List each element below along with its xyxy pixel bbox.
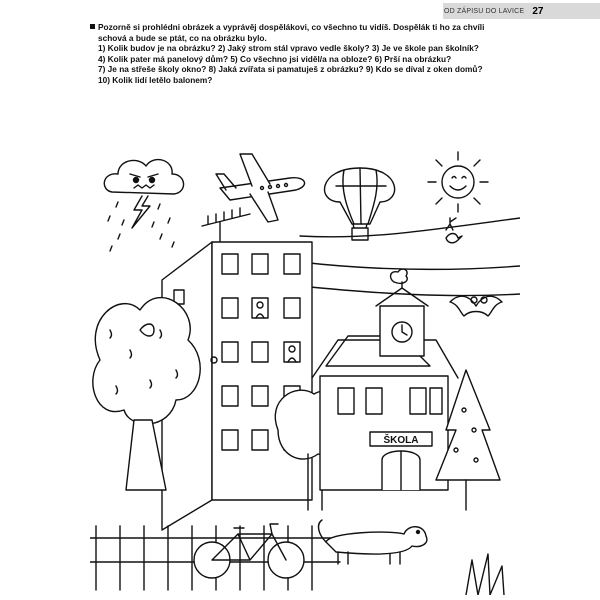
- bird-icon: [446, 234, 462, 243]
- section-label: OD ZÁPISU DO LAVICE: [444, 7, 525, 15]
- power-lines: [300, 218, 520, 296]
- antenna-icon: [202, 208, 250, 242]
- grass-tuft: [466, 554, 504, 595]
- question-line: 10) Kolik lidí letělo balonem?: [98, 74, 213, 85]
- school-sign: ŠKOLA: [383, 435, 419, 446]
- instruction-line: schová a bude se ptát, co na obrázku bylo.: [98, 32, 267, 43]
- coloring-illustration: [90, 130, 520, 595]
- bullet-square-icon: [90, 24, 95, 29]
- dog-icon: [319, 520, 427, 564]
- question-line: 1) Kolik budov je na obrázku? 2) Jaký strom stál vpravo vedle školy? 3) Je ve škole pan školník?: [98, 43, 479, 54]
- hot-air-balloon-icon: [325, 168, 395, 240]
- page-number: 27: [532, 5, 544, 17]
- sun-icon: [428, 152, 488, 212]
- storm-cloud-icon: [104, 160, 183, 251]
- instruction-line: Pozorně si prohlédni obrázek a vyprávěj dospělákovi, co všechno tu vidíš. Dospělák ti ho za chvíli: [90, 22, 530, 33]
- airplane-icon: [216, 154, 305, 222]
- question-line: 4) Kolik pater má panelový dům? 5) Co všechno jsi viděl/a na obloze? 6) Prší na obrázku?: [98, 53, 452, 64]
- rooster-icon: [391, 269, 408, 288]
- header-bar: [443, 3, 600, 19]
- instructions-text: [90, 22, 530, 86]
- question-line: 7) Je na střeše školy okno? 8) Jaká zvířata si pamatuješ z obrázku? 9) Kdo se díval z oken domů?: [98, 64, 483, 75]
- bat-icon: [450, 296, 502, 316]
- school-building: [312, 269, 458, 490]
